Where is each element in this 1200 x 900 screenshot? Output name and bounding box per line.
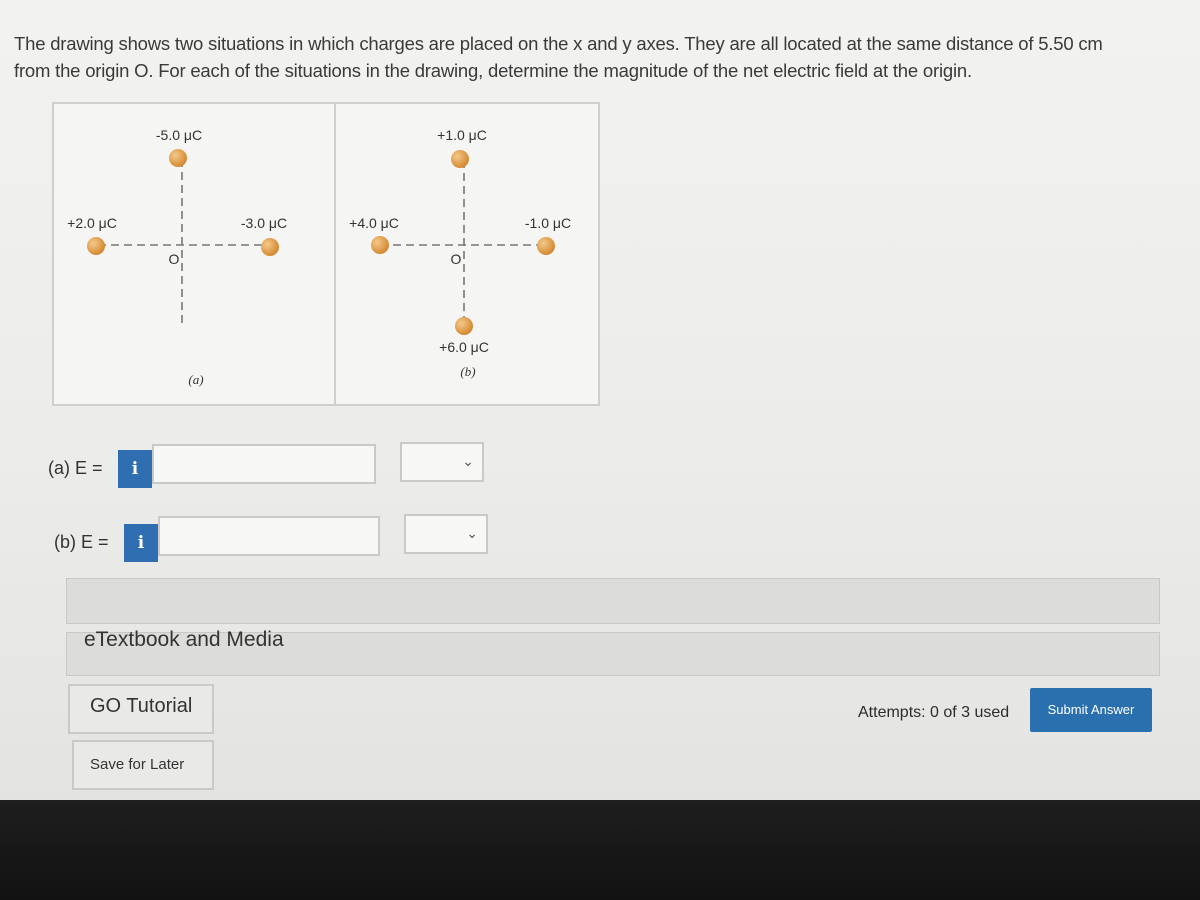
answer-b-label: (b) E =	[54, 532, 109, 552]
answer-a-info-glyph: i	[131, 459, 139, 479]
save-for-later-label: Save for Later	[90, 756, 185, 773]
save-for-later-button[interactable]	[72, 740, 214, 790]
panel-a-top-label: -5.0 μC	[155, 127, 203, 143]
charge-diagram	[54, 104, 602, 408]
panel-b-charge-right	[537, 237, 555, 255]
panel-a-caption: (a)	[188, 372, 204, 387]
panel-b-charge-left	[371, 236, 389, 254]
answer-a-label: (a) E =	[48, 458, 103, 478]
panel-b-caption: (b)	[460, 364, 476, 379]
panel-b-charge-top	[451, 150, 469, 168]
submit-answer-button[interactable]	[1030, 688, 1152, 732]
answer-b-unit-select[interactable]	[404, 514, 488, 554]
chevron-down-icon: ⌄	[466, 525, 478, 541]
problem-line-2: from the origin O. For each of the situations in the drawing, determine the magnitude of the net electric field at the origin.	[14, 60, 972, 81]
submit-answer-label: Submit Answer	[1047, 702, 1135, 717]
answer-b-value-input[interactable]	[158, 516, 380, 556]
chevron-down-icon: ⌄	[462, 453, 474, 469]
attempts-counter: Attempts: 0 of 3 used	[858, 704, 1010, 721]
problem-line-1: The drawing shows two situations in which charges are placed on the x and y axes. They are all located at the same distance of 5.50 cm	[14, 33, 1103, 54]
panel-b-bottom-label: +6.0 μC	[439, 339, 489, 355]
panel-b-charge-bottom	[455, 317, 473, 335]
etextbook-label: eTextbook and Media	[84, 628, 284, 651]
panel-b	[349, 127, 571, 379]
answer-a-unit-select[interactable]	[400, 442, 484, 482]
panel-b-left-label: +4.0 μC	[349, 215, 399, 231]
answer-a-value-input[interactable]	[152, 444, 376, 484]
answer-b-info-glyph: i	[137, 533, 145, 553]
charge-figure	[52, 102, 600, 406]
etextbook-media-link[interactable]	[66, 616, 316, 668]
panel-a-left-label: +2.0 μC	[67, 215, 117, 231]
panel-a-origin-label: O	[168, 251, 180, 267]
info-icon[interactable]	[124, 524, 158, 562]
info-icon[interactable]	[118, 450, 152, 488]
problem-statement	[14, 30, 1189, 84]
go-tutorial-label: GO Tutorial	[90, 695, 193, 717]
go-tutorial-link[interactable]	[68, 684, 214, 734]
panel-a-charge-right	[261, 238, 279, 256]
panel-a-right-label: -3.0 μC	[240, 215, 288, 231]
panel-b-origin-label: O	[450, 251, 462, 267]
panel-b-right-label: -1.0 μC	[524, 215, 572, 231]
panel-b-top-label: +1.0 μC	[437, 127, 487, 143]
panel-a	[67, 127, 287, 387]
panel-a-charge-top	[169, 149, 187, 167]
monitor-bezel	[0, 800, 1200, 900]
panel-a-charge-left	[87, 237, 105, 255]
